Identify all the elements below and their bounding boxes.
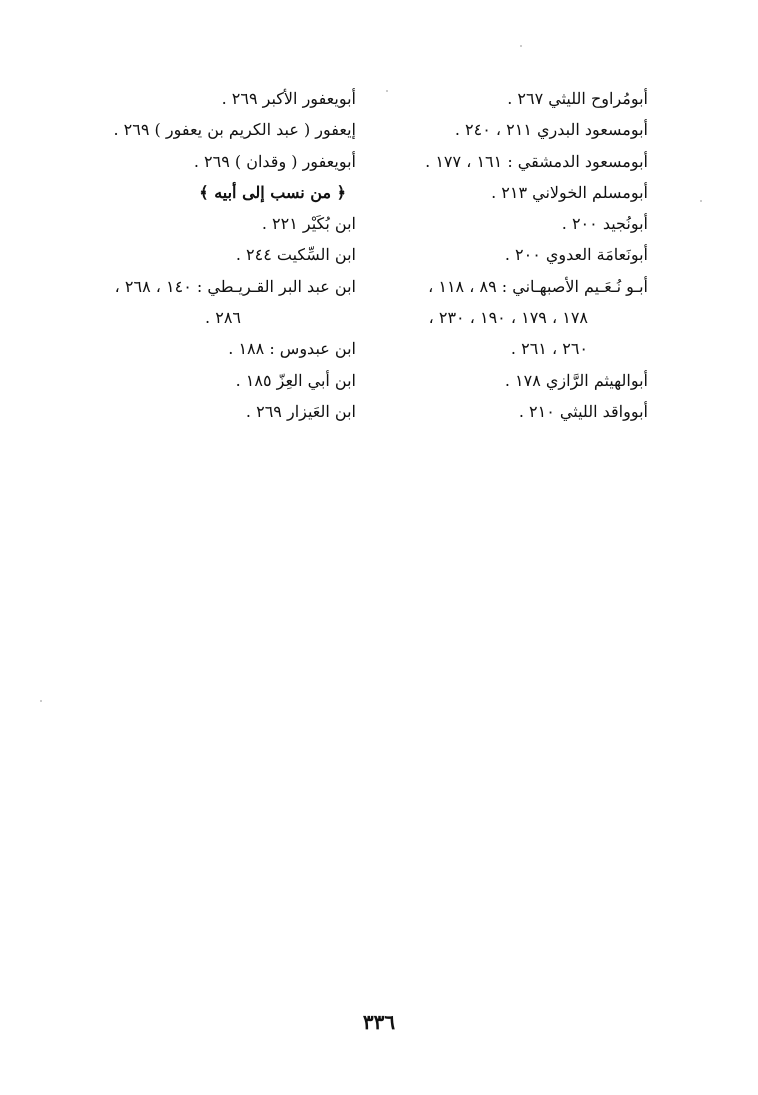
section-heading: ﴿ من نسب إلى أبيه ﴾ xyxy=(199,182,346,202)
index-entry: أبوالهيثم الرَّازي ١٧٨ . xyxy=(504,370,648,390)
index-entry: أبونَعامَة العدوي ٢٠٠ . xyxy=(504,245,648,265)
scan-speck xyxy=(386,90,388,92)
index-entry: أبومسعود الدمشقي : ١٦١ ، ١٧٧ . xyxy=(425,151,648,171)
scan-speck xyxy=(520,45,522,47)
index-entry: أبوواقد الليثي ٢١٠ . xyxy=(518,401,648,421)
index-entry: ابن العَيزار ٢٦٩ . xyxy=(245,401,356,421)
page-number: ٣٣٦ xyxy=(362,1010,396,1034)
index-entry: أبويعفور ( وقدان ) ٢٦٩ . xyxy=(193,151,356,171)
index-entry: إيعفور ( عبد الكريم بن يعفور ) ٢٦٩ . xyxy=(113,120,356,140)
index-entry: أبونُجيد ٢٠٠ . xyxy=(561,214,648,234)
index-entry-continuation: ٢٨٦ . xyxy=(205,308,241,328)
index-column-right xyxy=(368,83,648,427)
index-entry: ابن السِّكيت ٢٤٤ . xyxy=(235,245,356,265)
scan-speck xyxy=(700,200,702,202)
index-entry: ابن بُكَيْر ٢٢١ . xyxy=(261,214,356,234)
index-entry-continuation: ١٧٨ ، ١٧٩ ، ١٩٠ ، ٢٣٠ ، xyxy=(428,308,588,328)
index-entry: ابن عبدوس : ١٨٨ . xyxy=(228,339,356,359)
index-entry: أبـو نُـعَـيم الأصبهـاني : ٨٩ ، ١١٨ ، xyxy=(428,276,648,296)
index-entry: أبويعفور الأكبر ٢٦٩ . xyxy=(221,89,356,108)
index-entry-continuation: ٢٦٠ ، ٢٦١ . xyxy=(510,339,588,359)
index-column-left xyxy=(56,83,356,427)
index-entry: أبومسلم الخولاني ٢١٣ . xyxy=(491,182,648,202)
index-entry: أبومُراوح الليثي ٢٦٧ . xyxy=(507,89,648,108)
scan-speck xyxy=(40,700,42,702)
index-entry: ابن أبي العِزّ ١٨٥ . xyxy=(235,370,356,390)
index-entry: ابن عبد البر القـريـطي : ١٤٠ ، ٢٦٨ ، xyxy=(114,276,356,296)
index-entry: أبومسعود البدري ٢١١ ، ٢٤٠ . xyxy=(454,120,648,140)
